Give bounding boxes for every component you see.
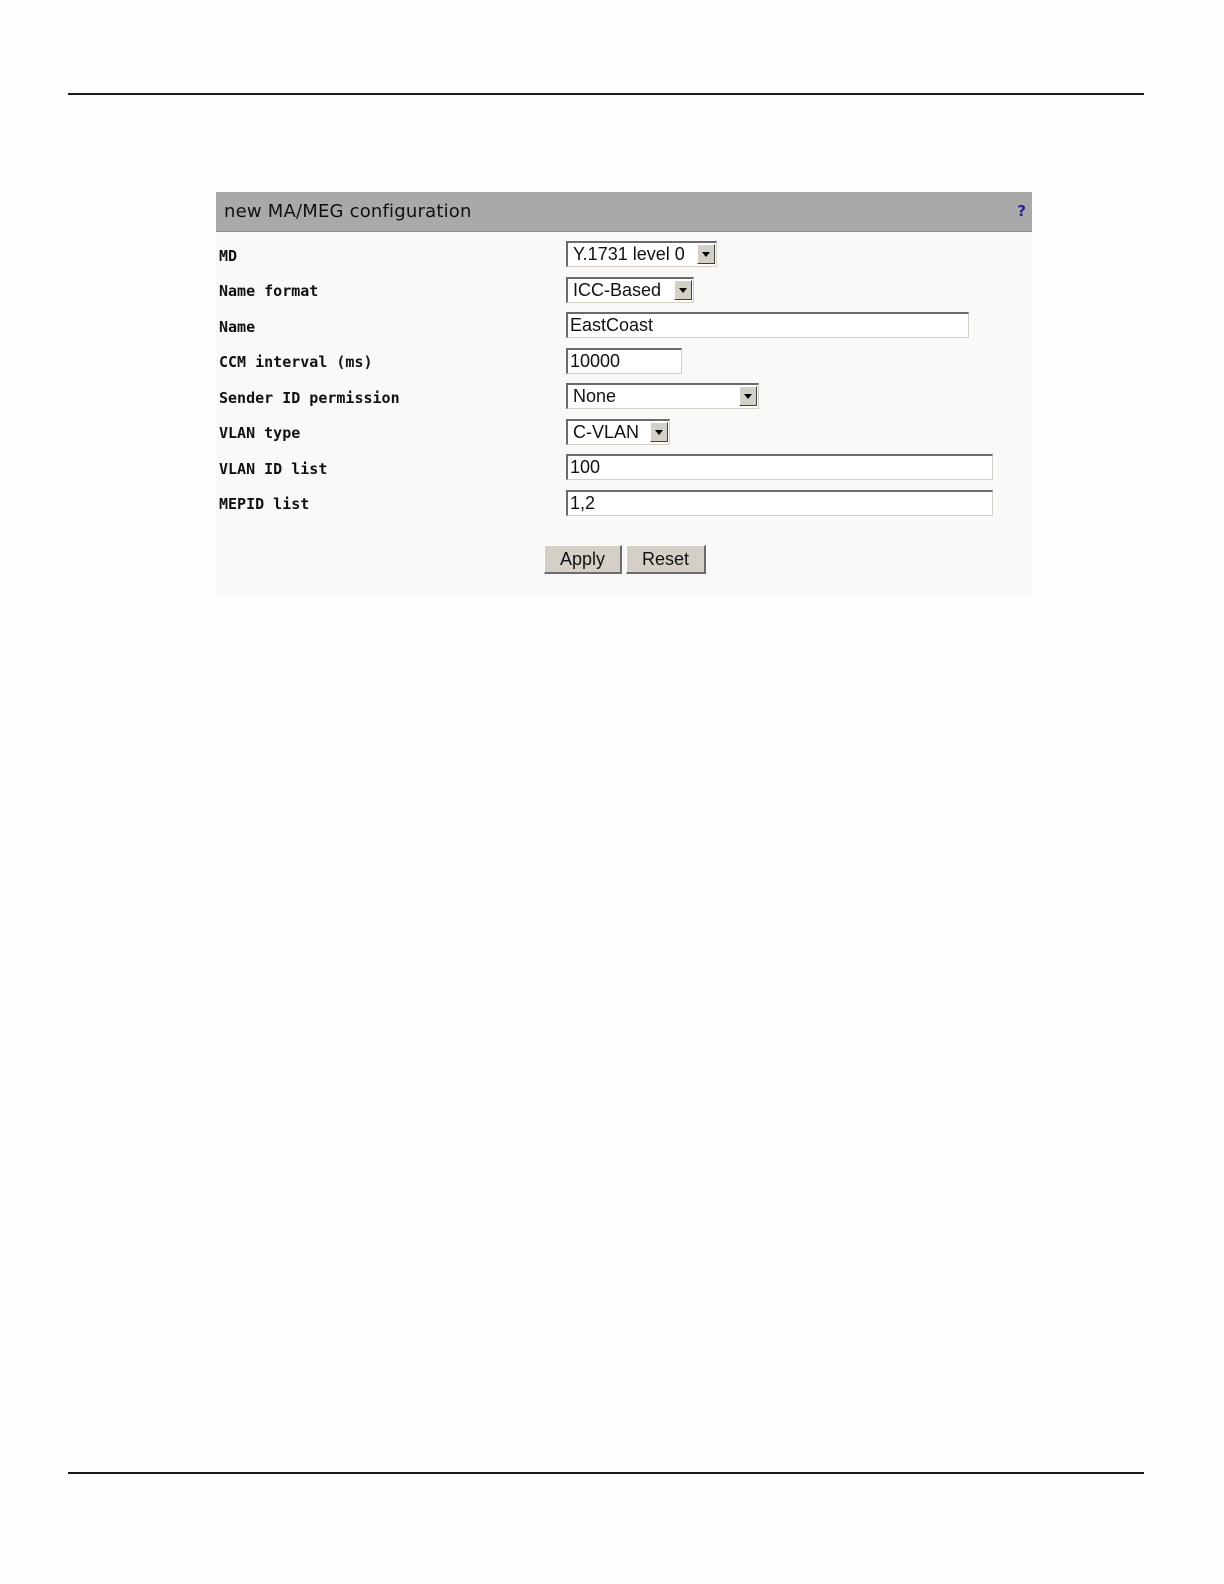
mepid-list-label: MEPID list: [219, 495, 310, 513]
panel-header: [216, 192, 1032, 232]
vlan-type-select[interactable]: [566, 419, 670, 445]
name-label: Name: [219, 318, 256, 336]
chevron-down-icon[interactable]: [674, 280, 692, 300]
ccm-interval-input-value: 10000: [570, 351, 621, 371]
ma-meg-config-panel: [216, 192, 1032, 594]
md-select-value: Y.1731 level 0: [573, 244, 685, 264]
chevron-down-icon[interactable]: [650, 422, 668, 442]
top-page-rule: [68, 93, 1144, 95]
vlan-id-list-input-value: 100: [570, 457, 601, 477]
chevron-down-icon[interactable]: [697, 244, 715, 264]
apply-button[interactable]: Apply: [544, 545, 622, 574]
name-format-select-value: ICC-Based: [573, 280, 662, 300]
help-icon[interactable]: ?: [1017, 202, 1026, 220]
mepid-list-input-value: 1,2: [570, 493, 596, 513]
sender-id-permission-label: Sender ID permission: [219, 389, 400, 407]
vlan-type-label: VLAN type: [219, 424, 301, 442]
vlan-id-list-input[interactable]: [566, 454, 993, 480]
mepid-list-input[interactable]: [566, 490, 993, 516]
vlan-id-list-label: VLAN ID list: [219, 460, 328, 478]
name-input[interactable]: [566, 312, 969, 338]
name-input-value: EastCoast: [570, 315, 654, 335]
panel-title: new MA/MEG configuration: [224, 201, 472, 222]
name-format-select[interactable]: [566, 277, 694, 303]
md-select[interactable]: [566, 241, 717, 267]
name-format-label: Name format: [219, 282, 319, 300]
ccm-interval-input[interactable]: [566, 348, 682, 374]
md-label: MD: [219, 247, 238, 265]
ccm-interval-label: CCM interval (ms): [219, 353, 373, 371]
bottom-page-rule: [68, 1472, 1144, 1474]
vlan-type-select-value: C-VLAN: [573, 422, 640, 442]
sender-id-permission-select-value: None: [573, 386, 617, 406]
sender-id-permission-select[interactable]: [566, 383, 759, 409]
chevron-down-icon[interactable]: [739, 386, 757, 406]
reset-button[interactable]: Reset: [626, 545, 706, 574]
